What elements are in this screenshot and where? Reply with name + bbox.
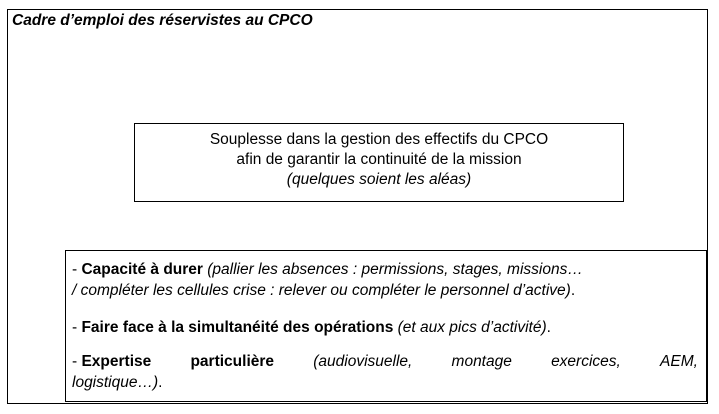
list-item-capacite-line-2: / compléter les cellules crise : relever ou compléter le personnel d’active). — [72, 282, 576, 299]
list-item-simultaneite-detail: (et aux pics d’activité) — [393, 319, 547, 336]
frame-title: Cadre d’emploi des réservistes au CPCO — [12, 12, 313, 29]
list-item-expertise — [72, 351, 698, 393]
list-item-capacite-detail-2: / compléter les cellules crise : relever ou compléter le personnel d’active) — [72, 282, 571, 299]
list-item-simultaneite-heading: Faire face à la simultanéité des opérations — [81, 319, 394, 336]
mission-box — [134, 123, 624, 202]
list-item-expertise-heading-word-2: particulière — [190, 353, 275, 370]
list-item-simultaneite: - Faire face à la simultanéité des opérations (et aux pics d’activité). — [72, 319, 551, 336]
list-item-expertise-heading-word-1: Expertise — [81, 353, 152, 370]
list-item-expertise-detail-word-1: (audiovisuelle, — [313, 353, 413, 370]
list-item-expertise-detail-word-3: exercices, — [551, 353, 621, 370]
list-item-expertise-line-2: logistique…). — [72, 374, 163, 391]
mission-line-1: Souplesse dans la gestion des effectifs du CPCO — [209, 131, 549, 148]
mission-line-3: (quelques soient les aléas) — [286, 171, 472, 188]
list-item-expertise-detail-word-4: AEM, — [660, 353, 698, 370]
list-item-capacite-detail-1: (pallier les absences : permissions, stages, missions… — [202, 261, 583, 278]
list-item-capacite-line-1: - Capacité à durer (pallier les absences : permissions, stages, missions… — [72, 261, 583, 278]
list-item-capacite — [72, 259, 698, 301]
list-item-expertise-line-1: - Expertise particulière (audiovisuelle, montage exercices, AEM, — [72, 353, 698, 370]
mission-line-2: afin de garantir la continuité de la mission — [236, 151, 522, 168]
list-item-expertise-detail-word-2: montage — [451, 353, 512, 370]
list-item-expertise-detail-line-2: logistique…) — [72, 374, 159, 391]
list-item-capacite-heading: Capacité à durer — [81, 261, 203, 278]
capabilities-box — [65, 250, 707, 402]
